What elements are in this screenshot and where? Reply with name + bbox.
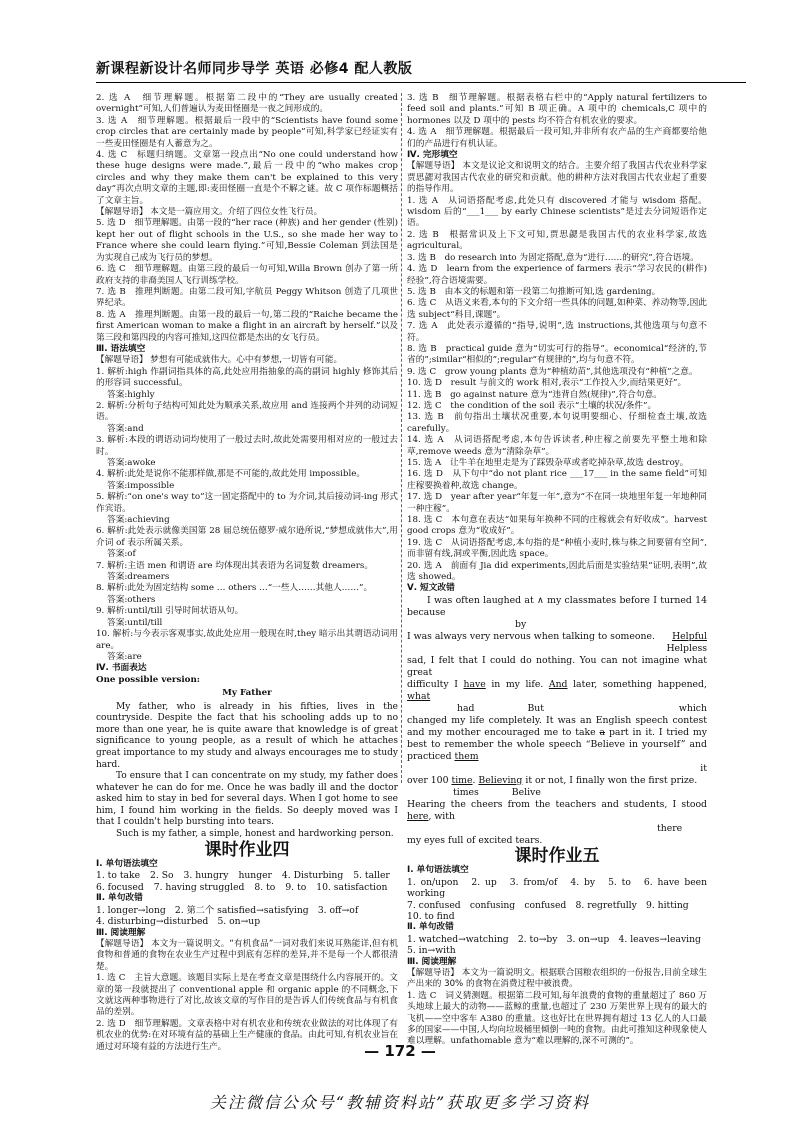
answer-item: 3. 选 B 细节理解题。根据表格右栏中的“Apply natural fertilizers to feed soil and plants.”可知 B 项正确。A 项中的 chemicals,C 项中的 hormones 以及 D 项中的 pests 均不符合有机农业的要求。 — [407, 93, 707, 126]
section-heading: Ⅳ. 书面表达 — [96, 663, 147, 674]
answer-cell: 10. satisfaction — [316, 881, 388, 893]
correction-mark: But — [527, 702, 545, 714]
cloze-item: 10. 选 D result 与前文的 work 相对,表示“工作投入少,而结果更好”。 — [407, 378, 687, 389]
answer-cell: 5. taller — [353, 870, 390, 882]
answer-cell: 9. to — [285, 881, 307, 893]
left-column — [96, 93, 398, 1053]
answer-cell: 2. So — [150, 870, 174, 882]
error-word: have — [463, 678, 486, 690]
grammar-analysis: 4. 解析:此处是说你不能那样做,那是不可能的,故此处用 impossible。 — [96, 469, 366, 480]
answer-item: 8. 选 A 推理判断题。由第一段的最后一句,第二段的“Raiche became the first American woman to make a flight in an aircraft by herself.”以及第三段和第四段的内容可推知,这四位都是杰出的女飞行员。 — [96, 309, 398, 343]
grammar-answer: 答案:are — [107, 651, 142, 662]
cloze-item: 17. 选 D year after year“年复一年”,意为“不在同一块地里年复一年地种同一种庄稼”。 — [407, 492, 707, 514]
answer-row — [96, 870, 398, 881]
footer-note: 关注微信公众号“教辅资料站”获取更多学习资料 — [209, 1093, 591, 1112]
correction-mark: which — [678, 702, 707, 714]
passage-text: in my life. — [491, 678, 544, 690]
cloze-item: 20. 选 A 前面有 Jia did experiments,因此后面是实验结果“证明,表明”,故选 showed。 — [407, 560, 707, 583]
error-word: what — [407, 690, 431, 702]
answer-row: 1. on/upon 2. up 3. from/of 4. by 5. to 6. have been working — [407, 876, 707, 900]
correction-mark: times — [453, 786, 479, 798]
answer-item: 5. 选 D 细节理解题。由第一段的“her race (种族) and her gender (性别) kept her out of flight schools in the U.S., so she made her way to France where she could learn flying.”可知,Bessie Coleman 到法国是为实现自己成为飞行员的梦想。 — [96, 218, 398, 263]
passage-text: Hearing the cheers from the teachers and students, I stood — [407, 798, 707, 810]
passage-text: later, something happened, — [573, 678, 707, 690]
passage-line: I was often laughed at ∧ my classmates before I turned 14 because — [407, 594, 707, 618]
correction-mark: there — [657, 822, 683, 834]
correction-mark: Helpless — [666, 642, 707, 654]
passage-line — [407, 775, 707, 787]
homework-title: 课时作业五 — [514, 845, 600, 866]
passage-line: sad, I felt that I could do nothing. You can not imagine what great — [407, 654, 707, 678]
page-number: — 172 — — [364, 1042, 436, 1060]
answer-item: 1. 选 C 词义猜测题。根据第二段可知,每年浪费的食物的重量超过了 860 万头地球上最大的动物——蓝鲸的重量,也超过了 230 万架世界上现有的最大的飞机——空中客车 A380 的重量。这也好比在世界拥有超过 13 亿人的人口最多的国家——中国,人均向垃圾桶里倾倒一吨的食物。由此可推知这种现象使人难以理解。unfathomable 意为“难以理解的,深不可测的”。 — [407, 990, 707, 1047]
correction-mark-row — [407, 703, 707, 715]
section-heading: Ⅴ. 短文改错 — [407, 583, 455, 594]
guide-note: 【解题导语】 本文是一篇应用文。介绍了四位女性飞行员。 — [96, 207, 323, 218]
answer-item: 6. 选 C 细节理解题。由第三段的最后一句可知,Willa Brown 创办了第一所政府支持的非裔美国人飞行训练学校。 — [96, 264, 398, 286]
passage-text: difficulty I — [407, 678, 458, 690]
error-correction-passage — [407, 595, 707, 847]
section-heading: Ⅲ. 语法填空 — [96, 343, 146, 354]
cloze-item: 14. 选 A 从词语搭配考虑,本句告诉读者,种庄稼之前要先平整土地和除草,remove weeds 意为“清除杂草”。 — [407, 435, 707, 457]
grammar-analysis: 5. 解析:“on one's way to”这一固定搭配中的 to 为介词,其后接动词-ing 形式作宾语。 — [96, 492, 398, 514]
answer-item: 1. 选 C 主旨大意题。该题目实际上是在考查文章是围绕什么内容展开的。文章的第一段就提出了 conventional apple 和 organic apple 的不同概念,下文就这两种事物进行了对比,故该文章的写作目的是告诉人们传统食品与有机食品的差别。 — [96, 973, 398, 1018]
cloze-item: 19. 选 C 从词语搭配考虑,本句指的是“种植小麦时,株与株之间要留有空间”,而非留有线,洞或平衡,因此选 space。 — [407, 537, 707, 560]
correction-line: 4. disturbing→disturbed 5. on→up — [96, 916, 261, 928]
column-divider — [401, 93, 402, 783]
passage-text: I was always very nervous when talking to someone. — [407, 630, 655, 642]
grammar-analysis: 10. 解析:与今表示客观事实,故此处应用一般现在时,they 暗示出其谓语动词用 are。 — [96, 629, 398, 651]
answer-cell: 8. to — [254, 881, 276, 893]
homework-title: 课时作业四 — [204, 839, 290, 860]
correction-mark-row — [407, 787, 707, 799]
section-heading: Ⅰ. 单句语法填空 — [96, 859, 158, 870]
right-column — [407, 93, 707, 1048]
correction-mark: by — [515, 618, 527, 630]
grammar-answer: 答案:until/till — [107, 617, 163, 628]
correction-mark: Belive — [511, 786, 541, 798]
cloze-item: 11. 选 B go against nature 意为“违背自然(规律)”,符合句意。 — [407, 389, 662, 400]
passage-text: changed my life completely. It was an English speech contest and my mother encouraged me to take — [407, 714, 707, 738]
answer-item: 4. 选 A 细节理解题。根据最后一段可知,并非所有农产品的生产商都要给他们的产品进行有机认证。 — [407, 127, 707, 149]
cloze-item: 13. 选 B 前句指出土壤状况重要,本句说明要细心、仔细检查土壤,故选 carefully。 — [407, 412, 707, 434]
guide-note: 【解题导语】 本文是议论文和说明文的结合。主要介绍了我国古代农业科学家贾思勰对我国古代农业的研究和贡献。他的耕种方法对我国古代农业起了重要的指导作用。 — [407, 161, 707, 195]
cloze-item: 4. 选 D learn from the experience of farmers 表示“学习农民的(耕作)经验”,符合语境需要。 — [407, 264, 707, 286]
possible-version-label: One possible version: — [96, 674, 200, 685]
cloze-item: 9. 选 C grow young plants 意为“种植幼苗”,其他选项没有“种植”之意。 — [407, 366, 698, 377]
answer-item: 2. 选 D 细节理解题。文章表格中对有机农业和传统农业做法的对比体现了有机农业的优势:在对环境有益的基础上生产健康的食品。由此可知,有机农业旨在通过对环境有益的方法进行生产。 — [96, 1018, 398, 1052]
passage-line — [407, 799, 707, 823]
error-word: here — [407, 810, 429, 822]
passage-line — [407, 679, 707, 703]
passage-line — [407, 715, 707, 763]
grammar-analysis: 3. 解析:本段的谓语动词均使用了一般过去时,故此处需要用相对应的一般过去时。 — [96, 435, 398, 457]
correction-line: 1. watched→watching 2. to→by 3. on→up 4. leaves→leaving — [407, 933, 701, 945]
passage-text: over 100 — [407, 774, 449, 786]
grammar-analysis: 8. 解析:此处为固定结构 some … others …“一些人……其他人……”。 — [96, 583, 373, 594]
page-header: 新课程新设计名师同步导学 英语 必修4 配人教版 — [96, 58, 746, 83]
correction-line: 5. in→with — [407, 945, 456, 957]
grammar-analysis: 9. 解析:until/till 引导时间状语从句。 — [96, 606, 244, 617]
answer-row: 10. to find — [407, 910, 455, 922]
essay-paragraph: Such is my father, a simple, honest and hardworking person. — [116, 829, 394, 840]
answer-item: 7. 选 B 推理判断题。由第二段可知,字航员 Peggy Whitson 创造了几项世界纪录。 — [96, 286, 398, 309]
section-heading: Ⅱ. 单句改错 — [407, 922, 454, 933]
error-word: a — [599, 726, 606, 738]
cloze-item: 15. 选 A 让牛羊在地里走是为了踩毁杂草或者吃掉杂草,故选 destroy。 — [407, 458, 689, 468]
answer-cell: 3. hungry — [183, 870, 229, 882]
grammar-answer: 答案:highly — [107, 389, 155, 400]
grammar-analysis: 1. 解析:high 作副词指具体的高,此处应用指抽象的高的副词 highly 修饰其后的形容词 successful。 — [96, 366, 398, 389]
answer-cell: hunger — [238, 870, 272, 882]
cloze-item: 3. 选 B do research into 为固定搭配,意为“进行……的研究”,符合语境。 — [407, 252, 699, 263]
error-word: them — [454, 750, 479, 762]
guide-note: 【解题导语】 本文为一篇说明文。“有机食品”一词对我们来说耳熟能详,但有机食物和普通的食物在农业生产过程中到底有怎样的差异,并不是每一个人都很清楚。 — [96, 938, 398, 972]
passage-text: . — [472, 774, 479, 786]
answer-item: 4. 选 C 标题归纳题。文章第一段点出“No one could understand how these huge designs were made.”,最后一段中的“who makes crop circles and why they make them can't be explained to this very day”再次点明文章的主题,即:麦田怪圈一直是个不解之谜。故 C 项作标题概括了文章主旨。 — [96, 150, 398, 206]
cloze-item: 18. 选 C 本句意在表达“如果每年换种不同的庄稼就会有好收成”。harvest good crops 意为“收成好”。 — [407, 515, 707, 537]
answer-item: 2. 选 A 细节理解题。根据第二段中的“They are usually created overnight”可知,人们普遍认为麦田怪圈是一夜之间形成的。 — [96, 93, 398, 115]
guide-note: 【解题导语】 梦想有可能成就伟大。心中有梦想,一切皆有可能。 — [96, 355, 343, 366]
passage-line: my eyes full of excited tears. — [407, 834, 543, 846]
passage-line — [407, 631, 707, 643]
grammar-answer: 答案:and — [107, 423, 144, 434]
section-heading: Ⅱ. 单句改错 — [96, 893, 143, 904]
section-heading: Ⅲ. 阅读理解 — [407, 956, 457, 967]
grammar-answer: 答案:others — [107, 594, 156, 605]
answer-row: 7. confused confusing confused 8. regretfully 9. hitting — [407, 899, 689, 911]
answer-cell: 7. having struggled — [153, 881, 245, 893]
cloze-item: 16. 选 D 从下句中“do not plant rice ___17___ in the same field”可知庄稼要换着种,故选 change。 — [407, 469, 707, 491]
error-word: Believing — [478, 774, 523, 786]
grammar-answer: 答案:awoke — [107, 458, 156, 468]
passage-text: , with — [428, 810, 456, 822]
essay-title: My Father — [222, 688, 272, 699]
essay-paragraph: My father, who is already in his fifties, lives in the countryside. Despite the fact that his schooling adds up to no more than one year, he is quite aware that knowledge is of great significance to young people, as a result of which he attaches great importance to my study and always encourages me to study hard. — [96, 701, 398, 770]
answer-cell: 4. Disturbing — [281, 870, 344, 882]
answer-row — [96, 882, 398, 893]
correction-mark: it — [700, 762, 707, 774]
grammar-answer: 答案:impossible — [107, 480, 175, 491]
section-heading: Ⅳ. 完形填空 — [407, 150, 458, 161]
correction-line: 1. longer→long 2. 第二个 satisfied→satisfying 3. off→of — [96, 904, 359, 916]
error-word: time — [451, 774, 473, 786]
correction-mark: had — [457, 702, 475, 714]
error-word: Helpful — [672, 630, 707, 642]
answer-cell: 6. focused — [96, 881, 144, 893]
section-heading: Ⅲ. 阅读理解 — [96, 927, 146, 938]
grammar-analysis: 7. 解析:主语 men 和谓语 are 均体现出其表语为名词复数 dreamers。 — [96, 560, 374, 571]
cloze-item: 7. 选 A 此处表示遵循的“指导,说明”,选 instructions,其他选项与句意不符。 — [407, 321, 707, 343]
error-word: And — [548, 678, 568, 690]
grammar-answer: 答案:achieving — [107, 515, 170, 526]
cloze-item: 5. 选 B 由本文的标题和第一段第二句推断可知,选 gardening。 — [407, 286, 661, 297]
guide-note: 【解题导语】 本文为一篇说明文。根据联合国粮农组织的一份报告,目前全球生产出来的 30% 的食物在消费过程中被浪费。 — [407, 967, 707, 990]
cloze-item: 12. 选 C the condition of the soil 表示“土壤的状况/条件”。 — [407, 400, 657, 411]
cloze-item: 1. 选 A 从词语搭配考虑,此处只有 discovered 才能与 wisdom 搭配。wisdom 后的“___1___ by early Chinese scientists”是过去分词短语作定语。 — [407, 195, 707, 229]
grammar-answer: 答案:dreamers — [107, 572, 170, 583]
cloze-item: 6. 选 C 从语义来看,本句的下文介绍一些具体的问题,如种菜、养动物等,因此选 subject“科目,课题”。 — [407, 298, 707, 320]
essay-paragraph: To ensure that I can concentrate on my study, my father does whatever he can do for me. Once he was badly ill and the doctor asked him to stay in bed for several days. When I got home to see him, I found him working in the fields. So deeply moved was I that I couldn't help bursting into tears. — [96, 771, 398, 828]
answer-cell: 1. to take — [96, 870, 141, 882]
answer-item: 3. 选 A 细节理解题。根据最后一段中的“Scientists have found some crop circles that are certainly made by people”可知,科学家已经证实有一些麦田怪圈是有人蓄意为之。 — [96, 115, 398, 149]
passage-text: it or not, I finally won the first prize. — [525, 774, 698, 786]
grammar-analysis: 6. 解析:此处表示就像美国第 28 届总统伍德罗·威尔逊所说,“梦想成就伟大”,用介词 of 表示所属关系。 — [96, 526, 398, 548]
cloze-item: 2. 选 B 根据常识及上下文可知,贾思勰是我国古代的农业科学家,故选 agricultural。 — [407, 229, 707, 252]
section-heading: Ⅰ. 单句语法填空 — [407, 865, 469, 876]
cloze-item: 8. 选 B practical guide 意为“切实可行的指导”。economical“经济的,节省的”;similar“相似的”;regular“有规律的”,均与句意不符。 — [407, 343, 707, 366]
grammar-answer: 答案:of — [107, 549, 136, 560]
passage-text: part in it. I tried my best to remember the whole speech “Believe in yourself” and practiced — [407, 726, 707, 762]
grammar-analysis: 2. 解析:分析句子结构可知此处为顺承关系,故应用 and 连接两个并列的动词短语。 — [96, 400, 398, 423]
